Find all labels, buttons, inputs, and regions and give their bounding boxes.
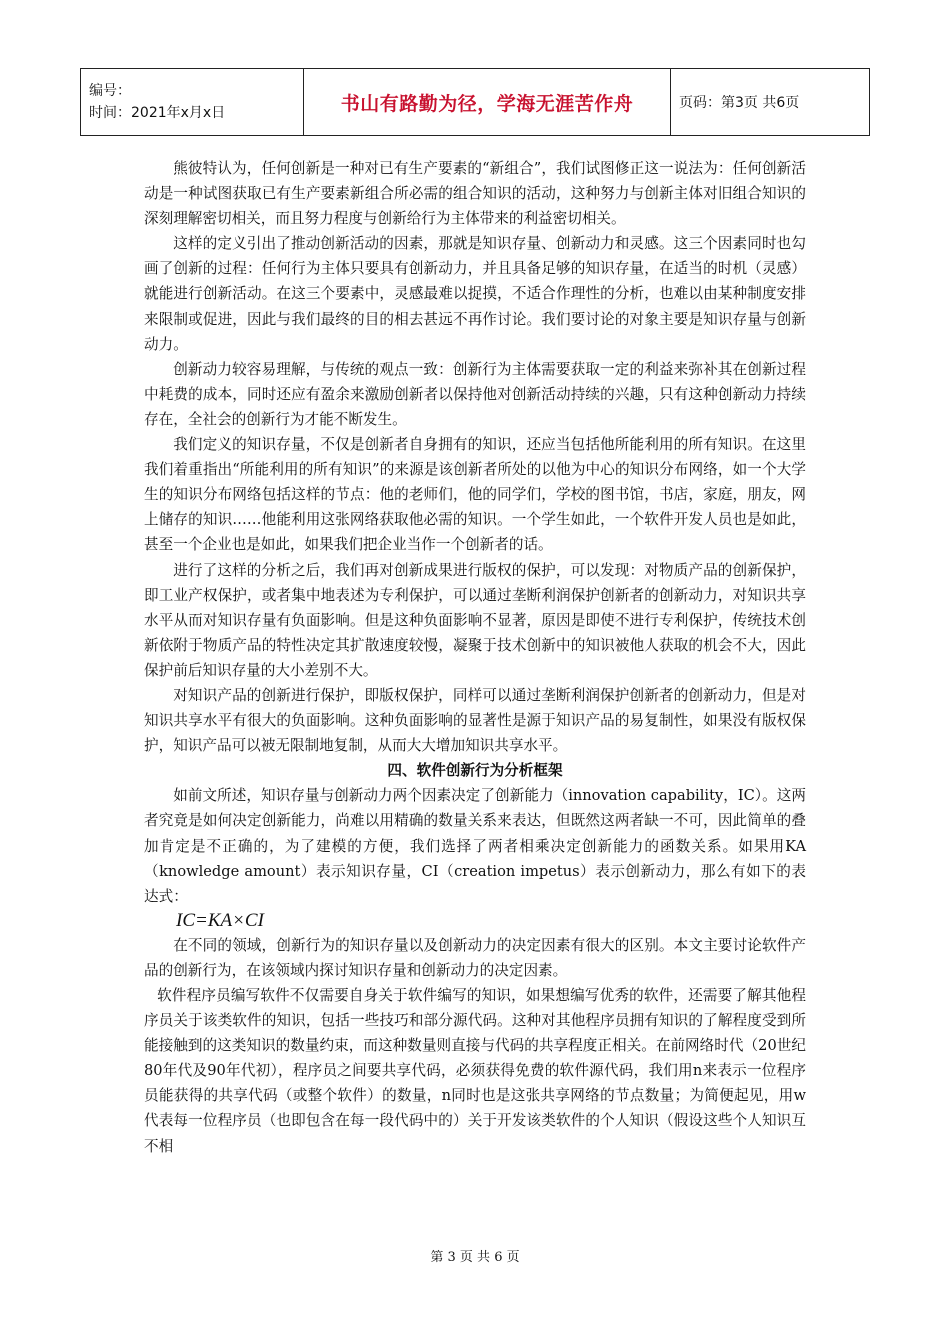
paragraph: 创新动力较容易理解，与传统的观点一致：创新行为主体需要获取一定的利益来弥补其在创新过程中耗费的成本，同时还应有盈余来激励创新者以保持他对创新活动持续的兴趣，只有这种创新动力持续存在，全社会的创新行为才能不断发生。 [144,360,806,428]
section-heading: 四、软件创新行为分析框架 [387,762,563,780]
page-footer: 第 3 页 共 6 页 [430,1250,520,1265]
paragraph: 在不同的领域，创新行为的知识存量以及创新动力的决定因素有很大的区别。本文主要讨论软件产品的创新行为，在该领域内探讨知识存量和创新动力的决定因素。 [144,936,806,979]
paragraph: 这样的定义引出了推动创新活动的因素，那就是知识存量、创新动力和灵感。这三个因素同时也勾画了创新的过程：任何行为主体只要具有创新动力，并且具备足够的知识存量，在适当的时机（灵感）就能进行创新活动。在这三个要素中，灵感最难以捉摸，不适合作理性的分析，也难以由某种制度安排来限制或促进，因此与我们最终的目的相去甚远不再作讨论。我们要讨论的对象主要是知识存量与创新动力。 [144,235,806,353]
formula: IC=KA×CI [176,909,264,931]
paragraph: 我们定义的知识存量，不仅是创新者自身拥有的知识，还应当包括他所能利用的所有知识。在这里我们着重指出“所能利用的所有知识”的来源是该创新者所处的以他为中心的知识分布网络，如一个大学生的知识分布网络包括这样的节点：他的老师们，他的同学们，学校的图书馆，书店，家庭，朋友，网上储存的知识……他能利用这张网络获取他必需的知识。一个学生如此，一个软件开发人员也是如此，甚至一个企业也是如此，如果我们把企业当作一个创新者的话。 [144,436,806,554]
header-page-info: 页码：第3页 共6页 [671,69,870,136]
header-meta-cell [81,69,304,136]
header-motto: 书山有路勤为径，学海无涯苦作舟 [304,69,671,136]
document-number-label: 编号： [89,83,131,99]
paragraph: 软件程序员编写软件不仅需要自身关于软件编写的知识，如果想编写优秀的软件，还需要了解其他程序员关于该类软件的知识，包括一些技巧和部分源代码。这种对其他程序员拥有知识的了解程度受到所能接触到的这类知识的数量约束，而这种数量则直接与代码的共享程度正相关。在前网络时代（20世纪80年代及90年代初），程序员之间要共享代码，必须获得免费的软件源代码，我们用n来表示一位程序员能获得的共享代码（或整个软件）的数量，n同时也是这张共享网络的节点数量；为简便起见，用w代表每一位程序员（也即包含在每一段代码中的）关于开发该类软件的个人知识（假设这些个人知识互不相 [144,987,806,1155]
page-header [80,68,870,136]
paragraph: 进行了这样的分析之后，我们再对创新成果进行版权的保护，可以发现：对物质产品的创新保护，即工业产权保护，或者集中地表述为专利保护，可以通过垄断利润保护创新者的创新动力，对知识共享水平从而对知识存量有负面影响。但是这种负面影响不显著，原因是即使不进行专利保护，传统技术创新依附于物质产品的特性决定其扩散速度较慢，凝聚于技术创新中的知识被他人获取的机会不大，因此保护前后知识存量的大小差别不大。 [144,561,806,679]
paragraph: 如前文所述，知识存量与创新动力两个因素决定了创新能力（innovation capability，IC）。这两者究竟是如何决定创新能力，尚难以用精确的数量关系来表达，但既然这两者缺一不可，因此简单的叠加肯定是不正确的，为了建模的方便，我们选择了两者相乘决定创新能力的函数关系。如果用KA（knowledge amount）表示知识存量，CI（creation impetus）表示创新动力，那么有如下的表达式： [144,787,806,905]
paragraph: 对知识产品的创新进行保护，即版权保护，同样可以通过垄断利润保护创新者的创新动力，但是对知识共享水平有很大的负面影响。这种负面影响的显著性是源于知识产品的易复制性，如果没有版权保护，知识产品可以被无限制地复制，从而大大增加知识共享水平。 [144,686,806,755]
paragraph: 熊彼特认为，任何创新是一种对已有生产要素的“新组合”，我们试图修正这一说法为：任何创新活动是一种试图获取已有生产要素新组合所必需的组合知识的活动，这种努力与创新主体对旧组合知识的深刻理解密切相关，而且努力程度与创新给行为主体带来的利益密切相关。 [144,160,806,228]
document-date: 时间：2021年x月x日 [89,105,226,121]
document-body [144,156,806,1159]
